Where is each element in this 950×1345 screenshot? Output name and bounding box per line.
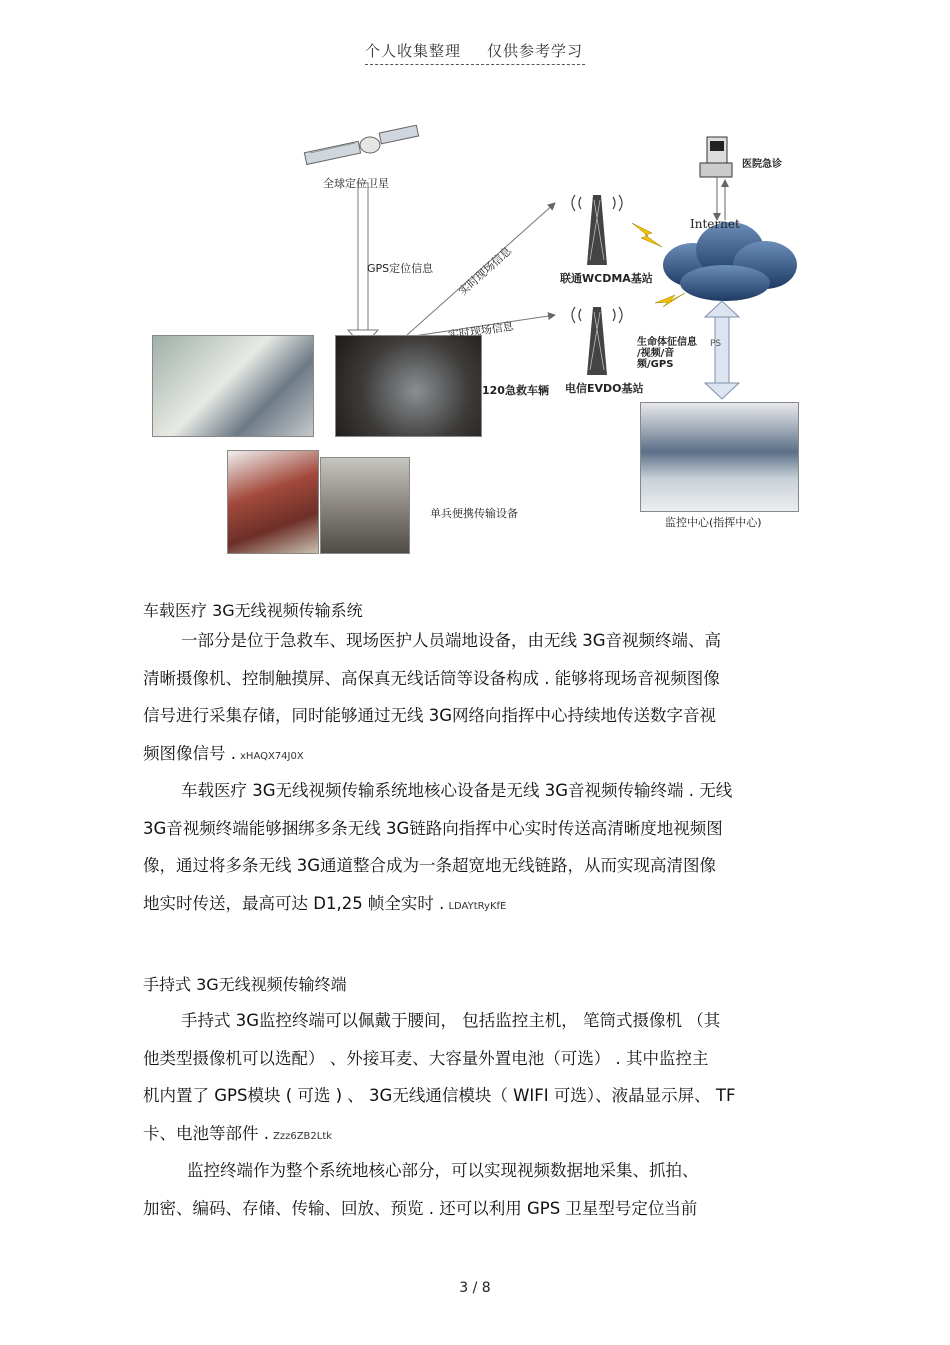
computer-icon bbox=[700, 137, 732, 177]
gps-label: GPS定位信息 bbox=[367, 262, 434, 275]
paragraph-line: 他类型摄像机可以选配） 、外接耳麦、大容量外置电池（可选） . 其中监控主 bbox=[143, 1048, 709, 1068]
doc-code: LDAYtRyKfE bbox=[448, 900, 507, 912]
system-diagram bbox=[145, 125, 825, 560]
line-text: 卡、电池等部件 . bbox=[143, 1123, 269, 1143]
lightning-icon bbox=[655, 293, 685, 307]
paragraph-line: 信号进行采集存储，同时能够通过无线 3G网络向指挥中心持续地传送数字音视 bbox=[143, 706, 717, 725]
realtime-label-2: 实时现场信息 bbox=[447, 319, 515, 342]
paragraph-line: 3G音视频终端能够捆绑多条无线 3G链路向指挥中心实时传送高清晰度地视频图 bbox=[143, 818, 723, 838]
section-title: 车载医疗 3G无线视频传输系统 bbox=[143, 601, 363, 620]
paragraph bbox=[143, 772, 813, 925]
paragraph bbox=[143, 1152, 813, 1227]
tower-unicom-icon bbox=[572, 195, 622, 265]
photo-monitor-center bbox=[640, 402, 799, 512]
vital-label bbox=[637, 337, 697, 370]
paragraph-line bbox=[143, 885, 813, 926]
paragraph bbox=[143, 1002, 813, 1155]
vital-label-line: 生命体征信息 bbox=[637, 337, 697, 348]
lightning-icon bbox=[632, 223, 662, 247]
paragraph-line bbox=[143, 735, 813, 776]
paragraph-line: 机内置了 GPS模块 ( 可选 ) 、 3G无线通信模块（ WIFI 可选）、液晶显示屏、 TF bbox=[143, 1086, 736, 1105]
satellite-icon bbox=[304, 125, 418, 164]
page-header bbox=[365, 40, 585, 65]
paragraph-line: 监控终端作为整个系统地核心部分，可以实现视频数据地采集、抓拍、 bbox=[187, 1161, 699, 1180]
tower-telecom-icon bbox=[572, 307, 622, 375]
line-text: 地实时传送，最高可达 D1,25 帧全实时 . bbox=[143, 893, 445, 913]
internet-label: Internet bbox=[690, 217, 740, 231]
double-arrow bbox=[705, 301, 739, 399]
header-left: 个人收集整理 bbox=[365, 42, 462, 60]
soldier-label: 单兵便携传输设备 bbox=[430, 507, 518, 520]
vital-label-line: 频/GPS bbox=[637, 359, 674, 370]
section-title: 手持式 3G无线视频传输终端 bbox=[143, 975, 347, 994]
satellite-label: 全球定位卫星 bbox=[323, 177, 389, 190]
doc-code: xHAQX74J0X bbox=[240, 750, 304, 762]
ambulance-label: 120急救车辆 bbox=[482, 384, 549, 397]
line-text: 频图像信号 . bbox=[143, 743, 236, 763]
telecom-label: 电信EVDO基站 bbox=[565, 382, 644, 395]
paragraph-line: 车载医疗 3G无线视频传输系统地核心设备是无线 3G音视频传输终端 . 无线 bbox=[181, 781, 733, 800]
internet-cloud-icon bbox=[663, 222, 797, 301]
photo-rescue bbox=[227, 450, 319, 554]
paragraph bbox=[143, 622, 813, 775]
ps-label: PS bbox=[710, 339, 722, 349]
page-number: 3 / 8 bbox=[459, 1280, 491, 1296]
vital-label-line: /视频/音 bbox=[637, 348, 675, 359]
header-right: 仅供参考学习 bbox=[487, 42, 584, 60]
paragraph-line: 一部分是位于急救车、现场医护人员端地设备，由无线 3G音视频终端、高 bbox=[181, 631, 722, 650]
paragraph-line: 像，通过将多条无线 3G通道整合成为一条超宽地无线链路，从而实现高清图像 bbox=[143, 856, 717, 875]
realtime-label-1: 实时现场信息 bbox=[456, 244, 515, 299]
photo-ambulance-interior bbox=[335, 335, 482, 437]
photo-cameraman bbox=[152, 335, 314, 437]
paragraph-line: 手持式 3G监控终端可以佩戴于腰间， 包括监控主机， 笔筒式摄像机 （其 bbox=[181, 1011, 721, 1030]
hospital-label: 医院急诊 bbox=[742, 159, 782, 170]
paragraph-line: 清晰摄像机、控制触摸屏、高保真无线话筒等设备构成 . 能够将现场音视频图像 bbox=[143, 668, 720, 688]
photo-disaster-site bbox=[320, 457, 410, 554]
unicom-label: 联通WCDMA基站 bbox=[560, 272, 653, 285]
paragraph-line bbox=[143, 1115, 813, 1156]
monitor-label: 监控中心(指挥中心) bbox=[665, 516, 762, 529]
paragraph-line: 加密、编码、存储、传输、回放、预览 . 还可以利用 GPS 卫星型号定位当前 bbox=[143, 1198, 698, 1218]
doc-code: Zzz6ZB2Ltk bbox=[273, 1130, 333, 1142]
